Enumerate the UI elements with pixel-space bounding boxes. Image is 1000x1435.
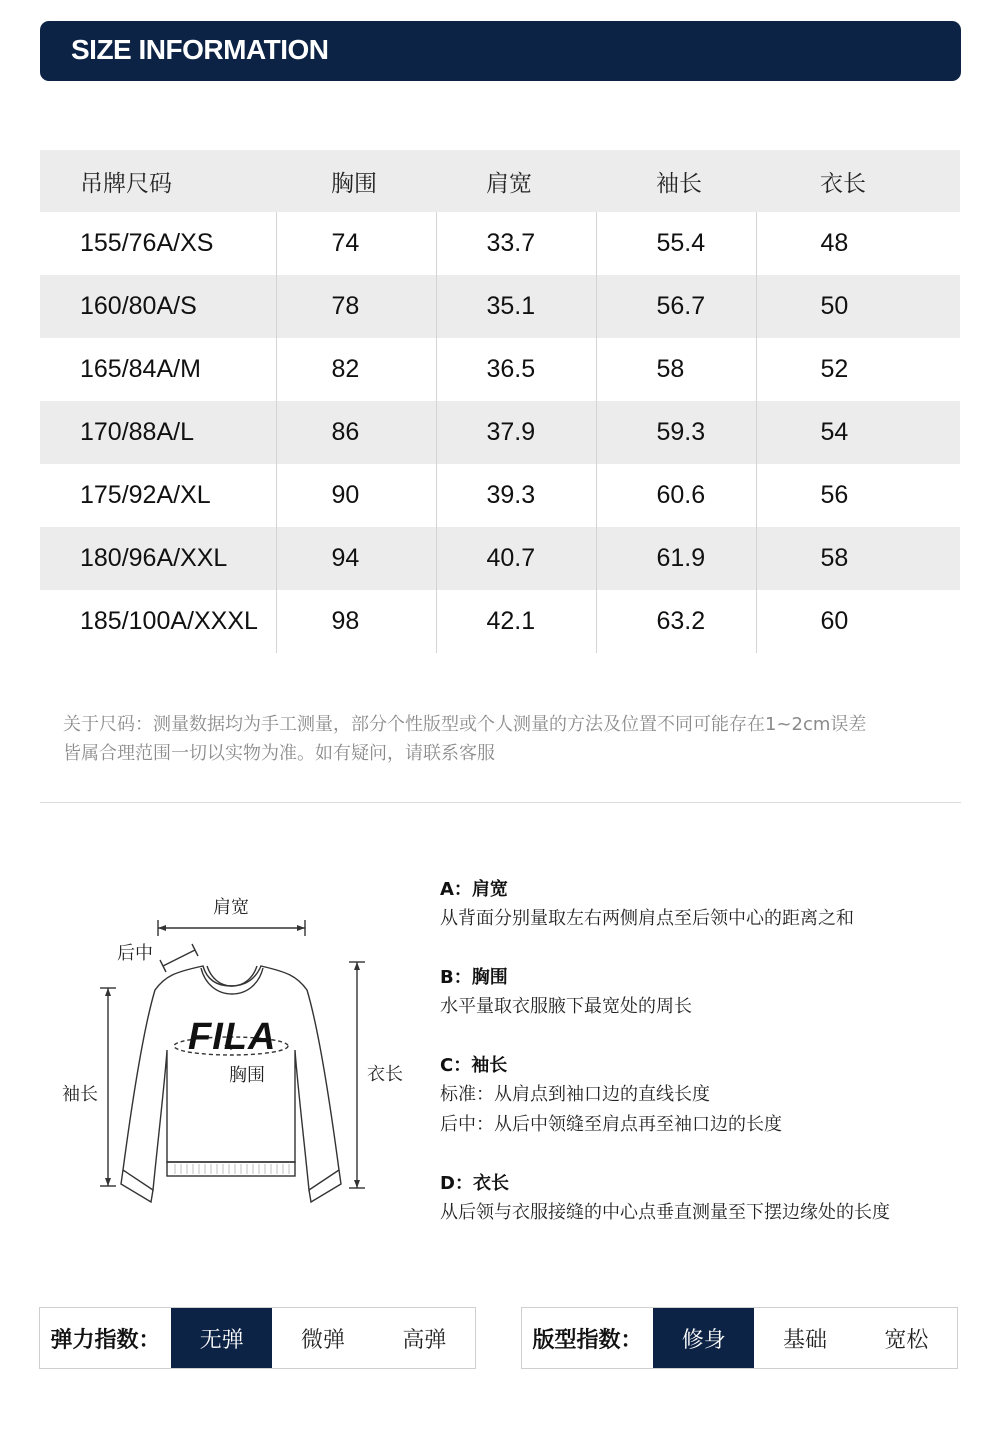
measurement-note [63, 710, 963, 768]
fit-option-regular[interactable]: 基础 [783, 1327, 828, 1353]
definition-text: 标准：从肩点到袖口边的直线长度 [440, 1084, 710, 1105]
cell-chest: 98 [276, 590, 436, 653]
table-row [40, 590, 960, 653]
cell-sleeve: 58 [596, 338, 756, 401]
cell-shoulder: 35.1 [436, 275, 596, 338]
table-row [40, 275, 960, 338]
cell-length: 58 [756, 527, 960, 590]
definition-title: A：肩宽 [440, 879, 508, 900]
cell-length: 60 [756, 590, 960, 653]
cell-sleeve: 61.9 [596, 527, 756, 590]
definition-title: C：袖长 [440, 1055, 508, 1076]
section-divider [40, 802, 961, 803]
fila-logo: FILA [188, 1016, 277, 1058]
elasticity-label: 弹力指数： [50, 1327, 161, 1353]
cell-shoulder: 37.9 [436, 401, 596, 464]
cell-chest: 90 [276, 464, 436, 527]
cell-size: 175/92A/XL [80, 481, 211, 509]
cell-shoulder: 40.7 [436, 527, 596, 590]
fit-option-slim[interactable]: 修身 [653, 1308, 754, 1368]
fit-label: 版型指数： [532, 1327, 643, 1353]
definition-text: 水平量取衣服腋下最宽处的周长 [440, 996, 692, 1017]
definition-title: D：衣长 [440, 1173, 509, 1194]
table-header-row [40, 150, 960, 212]
cell-length: 48 [756, 212, 960, 275]
definition-text: 从背面分别量取左右两侧肩点至后领中心的距离之和 [440, 908, 854, 929]
cell-chest: 74 [276, 212, 436, 275]
fit-option-loose[interactable]: 宽松 [884, 1327, 929, 1353]
definition-length [440, 1170, 980, 1228]
cell-size: 160/80A/S [40, 275, 276, 338]
header-chest: 胸围 [276, 150, 436, 212]
elasticity-index [39, 1307, 476, 1369]
cell-size: 165/84A/M [80, 355, 201, 383]
cell-sleeve: 60.6 [596, 464, 756, 527]
cell-sleeve: 55.4 [596, 212, 756, 275]
header-length: 衣长 [756, 150, 960, 212]
cell-chest: 78 [276, 275, 436, 338]
note-line-2: 皆属合理范围一切以实物为准。如有疑问，请联系客服 [63, 743, 495, 764]
definition-text: 后中：从后中领缝至肩点再至袖口边的长度 [440, 1114, 782, 1135]
banner-title: SIZE INFORMATION [71, 34, 329, 65]
definition-shoulder [440, 876, 980, 934]
cell-length: 54 [756, 401, 960, 464]
size-table [40, 150, 960, 653]
elasticity-option-none[interactable]: 无弹 [171, 1308, 272, 1368]
cell-shoulder: 42.1 [436, 590, 596, 653]
cell-sleeve: 59.3 [596, 401, 756, 464]
definition-sleeve [440, 1052, 980, 1140]
cell-shoulder: 36.5 [436, 338, 596, 401]
cell-sleeve: 56.7 [596, 275, 756, 338]
cell-sleeve: 63.2 [596, 590, 756, 653]
table-row [40, 401, 960, 464]
back-center-label: 后中 [117, 943, 153, 964]
header-sleeve: 袖长 [596, 150, 756, 212]
chest-label: 胸围 [229, 1065, 265, 1086]
cell-shoulder: 39.3 [436, 464, 596, 527]
cell-chest: 94 [276, 527, 436, 590]
cell-chest: 82 [276, 338, 436, 401]
fit-index [521, 1307, 958, 1369]
header-banner [40, 21, 961, 81]
sleeve-length-label: 袖长 [62, 1084, 98, 1105]
cell-size: 170/88A/L [40, 401, 276, 464]
cell-length: 52 [756, 338, 960, 401]
note-line-1: 关于尺码：测量数据均为手工测量，部分个性版型或个人测量的方法及位置不同可能存在1~2cm误差 [63, 714, 867, 735]
sweater-diagram [55, 880, 415, 1210]
cell-shoulder: 33.7 [436, 212, 596, 275]
cell-size: 155/76A/XS [80, 229, 214, 257]
definition-title: B：胸围 [440, 967, 508, 988]
table-row [40, 464, 960, 527]
cell-size: 185/100A/XXXL [80, 607, 258, 635]
measurement-definitions [440, 876, 980, 1258]
header-size: 吊牌尺码 [40, 150, 276, 212]
table-row [40, 527, 960, 590]
cell-length: 56 [756, 464, 960, 527]
definition-chest [440, 964, 980, 1022]
table-row [40, 212, 960, 275]
cell-size: 180/96A/XXL [40, 527, 276, 590]
body-length-label: 衣长 [367, 1064, 403, 1085]
table-row [40, 338, 960, 401]
shoulder-width-label: 肩宽 [213, 897, 249, 918]
cell-length: 50 [756, 275, 960, 338]
definition-text: 从后领与衣服接缝的中心点垂直测量至下摆边缘处的长度 [440, 1202, 890, 1223]
cell-chest: 86 [276, 401, 436, 464]
header-shoulder: 肩宽 [436, 150, 596, 212]
elasticity-option-slight[interactable]: 微弹 [301, 1327, 346, 1353]
elasticity-option-high[interactable]: 高弹 [402, 1327, 447, 1353]
